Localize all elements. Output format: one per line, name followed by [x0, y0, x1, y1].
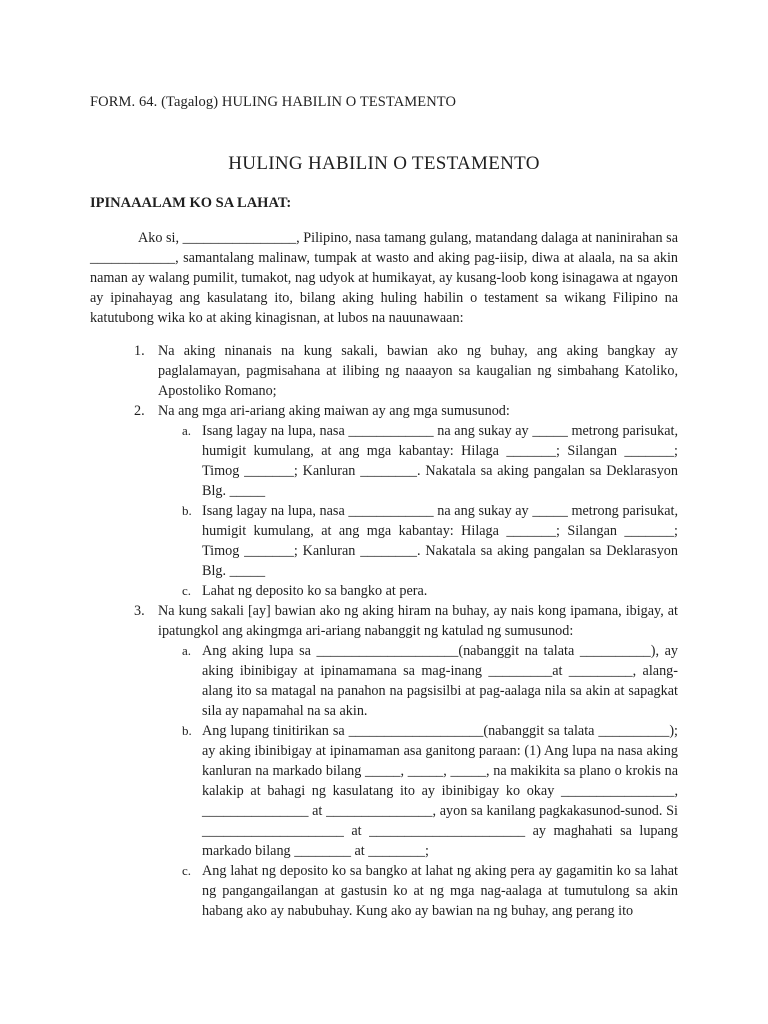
bequest-sublist — [158, 641, 678, 921]
provision-text: Na kung sakali [ay] bawian ako ng aking hiram na buhay, ay nais kong ipamana, ibigay, at ipatungkol ang akingmga ari-ariang nabanggit ng katulad ng sumusunod: — [158, 603, 678, 639]
subitem-text: Lahat ng deposito ko sa bangko at pera. — [202, 583, 428, 599]
provision-text: Na ang mga ari-ariang aking maiwan ay ang mga sumusunod: — [158, 403, 510, 419]
provision-item — [90, 341, 678, 401]
subitem — [158, 861, 678, 921]
salutation-heading: IPINAAALAM KO SA LAHAT: — [90, 195, 292, 211]
subitem-letter: b. — [182, 503, 192, 518]
subitem-text: Ang lupang tinitirikan sa ___________________(nabanggit sa talata __________); ay aking ibinibigay at ipinamaman asa ganitong paraan: (1) Ang lupa na nasa aking kanluran na markado bilang _____, _____, _____, na makikita sa plano o krokis na kalakip at bahagi ng kasulatang ito ay ibinibigay ko okay ________________, _______________ at _______________, ayon sa kanilang pagkakasunod-sunod. Si ____________________ at ______________________ ay maghahati sa lupang markado bilang ________ at ________; — [202, 723, 678, 859]
subitem-letter: a. — [182, 423, 192, 438]
provision-number: 3. — [134, 603, 145, 619]
form-code-header: FORM. 64. (Tagalog) HULING HABILIN O TESTAMENTO — [90, 94, 457, 110]
subitem — [158, 721, 678, 861]
subitem-letter: c. — [182, 863, 192, 878]
subitem-letter: c. — [182, 583, 192, 598]
intro-paragraph — [90, 228, 678, 328]
subitem — [158, 421, 678, 501]
document-title: HULING HABILIN O TESTAMENTO — [228, 153, 540, 174]
provision-item — [90, 601, 678, 921]
provision-item — [90, 401, 678, 601]
subitem — [158, 641, 678, 721]
subitem-letter: a. — [182, 643, 192, 658]
provisions-list — [90, 341, 678, 921]
subitem — [158, 501, 678, 581]
intro-text: Ako si, ________________, Pilipino, nasa tamang gulang, matandang dalaga at naninirahan sa ____________, samantalang malinaw, tumpak at wasto and aking pag-iisip, diwa at alaala, na sa akin naman ay walang pumilit, tumakot, nag udyok at humikayat, ay kusang-loob kong isinagawa at ngayon ay ipinahayag ang kasulatang ito, bilang aking huling habilin o testament sa wikang Filipino na katutubong wika ko at aking kinagisnan, at lubos na nauunawaan: — [90, 230, 678, 326]
subitem-text: Ang aking lupa sa ____________________(nabanggit na talata __________), ay aking ibinibigay at ipinamamana sa mag-inang _________at _________, alang-alang ito sa matagal na panahon na pagsisilbi at pag-aalaga nila sa akin at sapagkat sila ay napamahal na sa akin. — [202, 643, 678, 719]
property-sublist — [158, 421, 678, 601]
subitem-letter: b. — [182, 723, 192, 738]
subitem-text: Ang lahat ng deposito ko sa bangko at lahat ng aking pera ay gagamitin ko sa lahat ng pangangailangan at gastusin ko at ng mga nag-aalaga at tumutulong sa akin habang ako ay nabubuhay. Kung ako ay bawian na ng buhay, ang perang ito — [202, 863, 678, 919]
provision-number: 1. — [134, 343, 145, 359]
provision-number: 2. — [134, 403, 145, 419]
provision-text: Na aking ninanais na kung sakali, bawian ako ng buhay, ang aking bangkay ay paglalamayan, pagmisahana at ilibing ng naaayon sa kaugalian ng simbahang Katoliko, Apostoliko Romano; — [158, 343, 678, 399]
subitem — [158, 581, 678, 601]
subitem-text: Isang lagay na lupa, nasa ____________ na ang sukay ay _____ metrong parisukat, humigit kumulang, at ang mga kabantay: Hilaga _______; Silangan _______; Timog _______; Kanluran ________. Nakatala sa aking pangalan sa Deklarasyon Blg. _____ — [202, 503, 678, 579]
subitem-text: Isang lagay na lupa, nasa ____________ na ang sukay ay _____ metrong parisukat, humigit kumulang, at ang mga kabantay: Hilaga _______; Silangan _______; Timog _______; Kanluran ________. Nakatala sa aking pangalan sa Deklarasyon Blg. _____ — [202, 423, 678, 499]
